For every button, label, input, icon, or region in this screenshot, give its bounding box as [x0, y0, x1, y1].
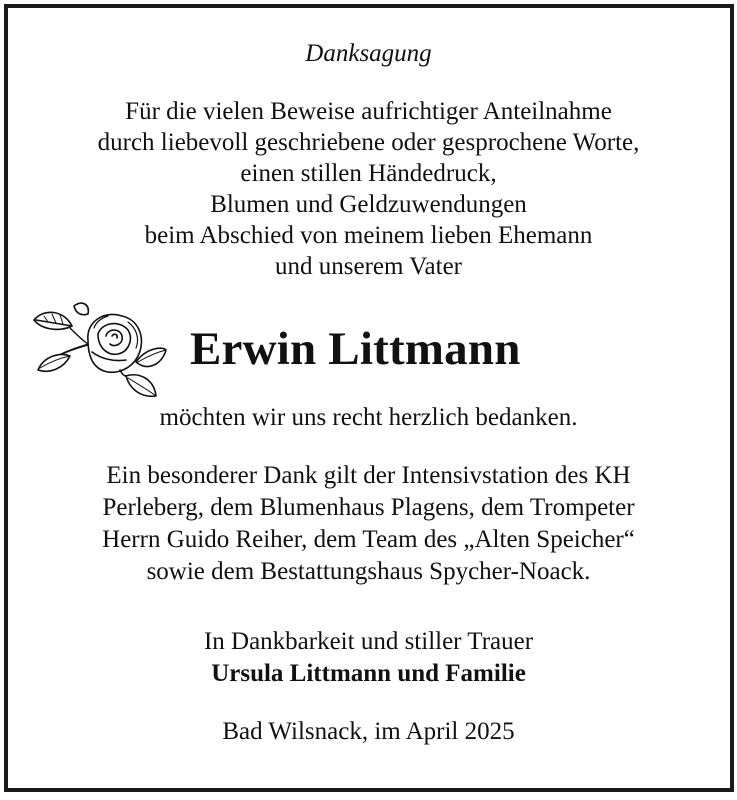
intro-line: durch liebevoll geschriebene oder gesprochene Worte, — [97, 129, 640, 156]
intro-line: einen stillen Händedruck, — [240, 160, 497, 187]
thanks-line: möchten wir uns recht herzlich bedanken. — [159, 404, 578, 431]
intro-text — [0, 96, 737, 282]
special-line: Herrn Guido Reiher, dem Team des „Alten Speicher“ — [102, 526, 635, 553]
special-line: Ein besonderer Dank gilt der Intensivstation des KH — [106, 462, 631, 489]
closing-line: In Dankbarkeit und stiller Trauer — [203, 628, 534, 655]
special-thanks — [0, 460, 737, 588]
signers: Ursula Littmann und Familie — [211, 660, 526, 687]
notice-heading: Danksagung — [305, 40, 432, 67]
intro-line: beim Abschied von meinem lieben Ehemann — [144, 222, 593, 249]
rose-icon — [30, 300, 168, 400]
intro-line: und unserem Vater — [275, 253, 462, 280]
special-line: Perleberg, dem Blumenhaus Plagens, dem Trompeter — [102, 494, 635, 521]
deceased-name: Erwin Littmann — [190, 323, 521, 375]
intro-line: Blumen und Geldzuwendungen — [210, 191, 527, 218]
closing-block — [0, 626, 737, 690]
intro-line: Für die vielen Beweise aufrichtiger Anteilnahme — [125, 98, 612, 125]
special-line: sowie dem Bestattungshaus Spycher-Noack. — [146, 558, 591, 585]
place-date: Bad Wilsnack, im April 2025 — [222, 718, 515, 745]
